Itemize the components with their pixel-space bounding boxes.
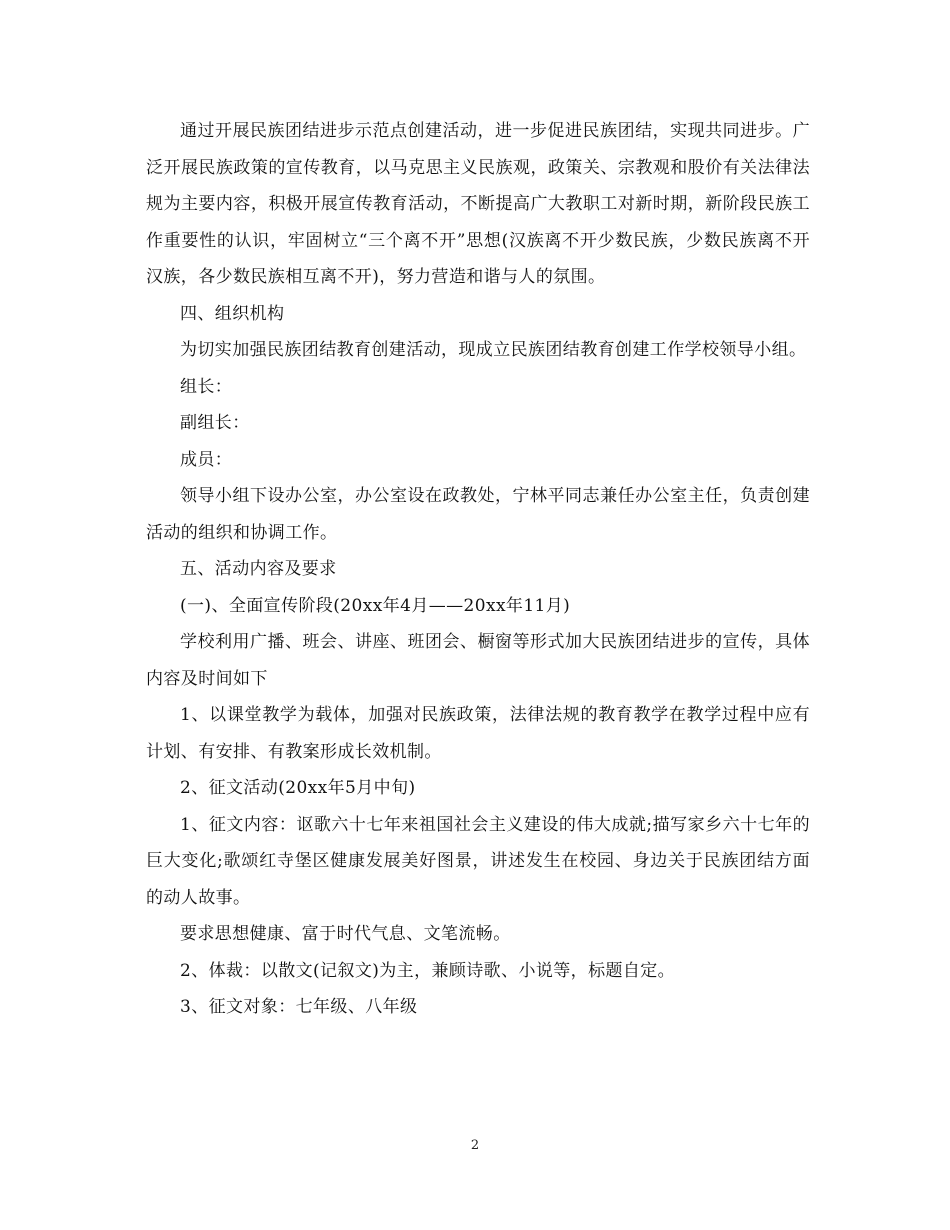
paragraph-leadership-group: 为切实加强民族团结教育创建活动，现成立民族团结教育创建工作学校领导小组。 [180, 340, 807, 360]
heading-activities: 五、活动内容及要求 [180, 559, 337, 579]
paragraph-essay-activity: 2、征文活动(20xx年5月中旬) [180, 778, 416, 798]
paragraph-group-leader: 组长： [180, 376, 233, 397]
paragraph-classroom-teaching: 1、以课堂教学为载体，加强对民族政策，法律法规的教育教学在教学过程中应有计划、有安排、有教案形成长效机制。 [146, 705, 810, 762]
paragraph-essay-target: 3、征文对象：七年级、八年级 [180, 997, 418, 1017]
heading-organization: 四、组织机构 [180, 303, 285, 324]
paragraph-publicity-stage: (一)、全面宣传阶段(20xx年4月——20xx年11月) [180, 595, 571, 616]
paragraph-school-publicity: 学校利用广播、班会、讲座、班团会、橱窗等形式加大民族团结进步的宣传，具体内容及时间如下 [146, 632, 810, 689]
paragraph-intro: 通过开展民族团结进步示范点创建活动，进一步促进民族团结，实现共同进步。广泛开展民族政策的宣传教育，以马克思主义民族观，政策关、宗教观和股价有关法律法规为主要内容，积极开展宣传教育活动，不断提高广大教职工对新时期，新阶段民族工作重要性的认识，牢固树立“三个离不开”思想(汉族离不开少数民族，少数民族离不开汉族，各少数民族相互离不开)，努力营造和谐与人的氛围。 [146, 121, 810, 287]
paragraph-deputy-leader: 副组长： [180, 413, 250, 433]
paragraph-members: 成员： [180, 449, 233, 470]
paragraph-essay-requirements: 要求思想健康、富于时代气息、文笔流畅。 [180, 924, 511, 944]
paragraph-office: 领导小组下设办公室，办公室设在政教处，宁林平同志兼任办公室主任，负责创建活动的组织和协调工作。 [146, 486, 810, 543]
document-body [146, 113, 810, 1026]
page-number: 2 [470, 1138, 480, 1153]
paragraph-essay-genre: 2、体裁：以散文(记叙文)为主，兼顾诗歌、小说等，标题自定。 [180, 960, 676, 981]
paragraph-essay-content: 1、征文内容：讴歌六十七年来祖国社会主义建设的伟大成就;描写家乡六十七年的巨大变化;歌颂红寺堡区健康发展美好图景，讲述发生在校园、身边关于民族团结方面的动人故事。 [146, 814, 810, 908]
